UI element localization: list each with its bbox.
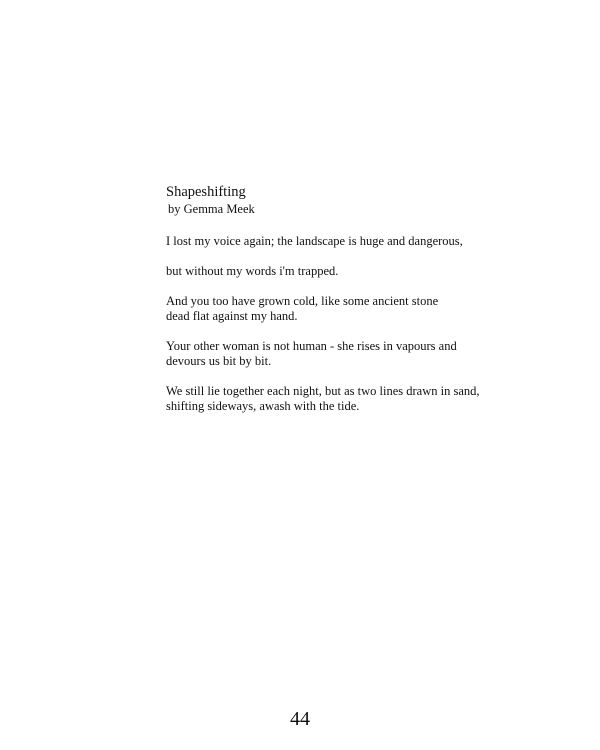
poem-line: devours us bit by bit. (166, 354, 272, 368)
stanza (166, 339, 506, 369)
poem (166, 184, 506, 429)
stanza (166, 294, 506, 324)
poem-title: Shapeshifting (166, 184, 246, 200)
poem-line: Your other woman is not human - she rises in vapours and (166, 339, 457, 353)
page-number: 44 (290, 708, 310, 730)
stanza (166, 234, 506, 249)
poem-author: by Gemma Meek (168, 202, 255, 216)
poem-line: shifting sideways, awash with the tide. (166, 399, 360, 413)
poem-line: We still lie together each night, but as two lines drawn in sand, (166, 384, 480, 398)
poem-line: And you too have grown cold, like some ancient stone (166, 294, 439, 308)
stanza (166, 264, 506, 279)
poem-body (166, 234, 506, 414)
stanza (166, 384, 506, 414)
poem-line: but without my words i'm trapped. (166, 264, 339, 278)
poem-line: dead flat against my hand. (166, 309, 298, 323)
poem-line: I lost my voice again; the landscape is huge and dangerous, (166, 234, 463, 248)
